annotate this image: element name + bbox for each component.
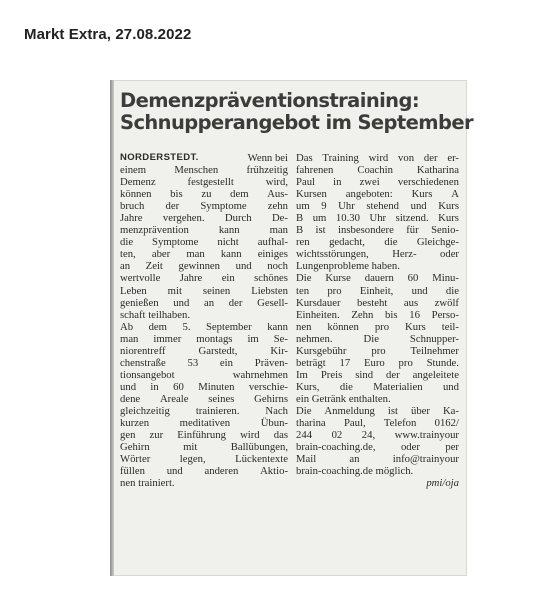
text-line: chenstraße 53 ein Präven-: [120, 356, 288, 369]
text-line: Leben mit seinen Liebsten: [120, 284, 288, 297]
text-line: menzprävention kann man: [120, 224, 288, 237]
text-line: niorentreff Garstedt, Kir-: [120, 344, 288, 357]
text-line: man immer montags im Se-: [120, 332, 288, 345]
text-line: wertvolle Jahre ein schönes: [120, 272, 288, 285]
text-line: Im Preis sind der angeleitete: [296, 368, 459, 381]
text-line: Das Training wird von der er-: [296, 152, 459, 164]
text-line: genießen und an der Gesell-: [120, 296, 288, 309]
text-line: brain-coaching.de, oder per: [296, 441, 459, 454]
text-line: nen trainiert.: [120, 477, 175, 490]
text-line: Kurs, die Materialien und: [296, 380, 459, 393]
article-headline: [120, 89, 473, 134]
headline-line: Demenzpräventionstraining:: [120, 89, 420, 112]
text-line: gleichzeitig trainieren. Nach: [120, 404, 288, 417]
text-line: um 9 Uhr stehend und Kurs: [296, 200, 459, 213]
text-line: 244 02 24, www.trainyour: [296, 429, 459, 442]
text-line: Wörter legen, Lückentexte: [120, 453, 288, 466]
text-line: bruch der Symptome zehn: [120, 200, 288, 213]
text-line: einem Menschen frühzeitig: [120, 164, 288, 177]
text-line: dene Areale seines Gehirns: [120, 392, 288, 405]
text-line: die Symptome nicht aufhal-: [120, 236, 288, 249]
text-line: brain-coaching.de möglich.: [296, 465, 414, 478]
author-signature: pmi/oja: [426, 477, 459, 490]
text-line: tharina Paul, Telefon 0162/: [296, 417, 459, 430]
text-line: und in 60 Minuten verschie-: [120, 380, 288, 393]
headline-line: Schnupperangebot im September: [120, 111, 473, 134]
text-line: ten pro Einheit, und die: [296, 284, 459, 297]
text-line: Paul in zwei verschiedenen: [296, 176, 459, 189]
text-line: ein Getränk enthalten.: [296, 392, 391, 405]
text-line: kurzen meditativen Übun-: [120, 417, 288, 430]
text-line: Kursdauer besteht aus zwölf: [296, 296, 459, 309]
text-line: B ist insbesondere für Senio-: [296, 224, 459, 237]
newspaper-clipping: [110, 80, 473, 576]
text-line: Mail an info@trainyour: [296, 453, 459, 466]
text-line: Ab dem 5. September kann: [120, 320, 288, 333]
text-line: Kursgebühr pro Teilnehmer: [296, 344, 459, 357]
text-line: gen zur Einführung wird das: [120, 429, 288, 442]
text-line: Kursen angeboten: Kurs A: [296, 188, 459, 201]
text-line: füllen und anderen Aktio-: [120, 465, 288, 478]
text-line: wichtsstörungen, Herz- oder: [296, 248, 459, 261]
text-line: Wenn bei: [247, 152, 288, 164]
text-line: Die Kurse dauern 60 Minu-: [296, 272, 459, 285]
text-line: fahrenen Coachin Katharina: [296, 164, 459, 177]
text-line: Einheiten. Zehn bis 16 Perso-: [296, 308, 459, 321]
text-line: Jahre vergehen. Durch De-: [120, 212, 288, 225]
text-line: Lungenprobleme haben.: [296, 260, 400, 273]
article-column-right: [296, 152, 459, 489]
text-line: beträgt 17 Euro pro Stunde.: [296, 356, 459, 369]
text-line: tionsangebot wahrnehmen: [120, 368, 288, 381]
text-line: Die Anmeldung ist über Ka-: [296, 404, 459, 417]
text-line: schaft teilhaben.: [120, 308, 191, 321]
text-line: an Zeit gewinnen und noch: [120, 260, 288, 273]
text-line: Demenz festgestellt wird,: [120, 176, 288, 189]
first-line-with-dateline: [120, 152, 288, 164]
article-column-left: [120, 152, 288, 489]
article-dateline: NORDERSTEDT.: [120, 152, 199, 163]
text-line: nen können pro Kurs teil-: [296, 320, 459, 333]
text-line: nehmen. Die Schnupper-: [296, 332, 459, 345]
text-line: ten, aber man kann einiges: [120, 248, 288, 261]
text-line: Gehirn mit Ballübungen,: [120, 441, 288, 454]
text-line: ren gedacht, die Gleichge-: [296, 236, 459, 249]
text-line: B um 10.30 Uhr sitzend. Kurs: [296, 212, 459, 225]
text-line: können bis zu dem Aus-: [120, 188, 288, 201]
publication-source-label: Markt Extra, 27.08.2022: [24, 26, 192, 43]
